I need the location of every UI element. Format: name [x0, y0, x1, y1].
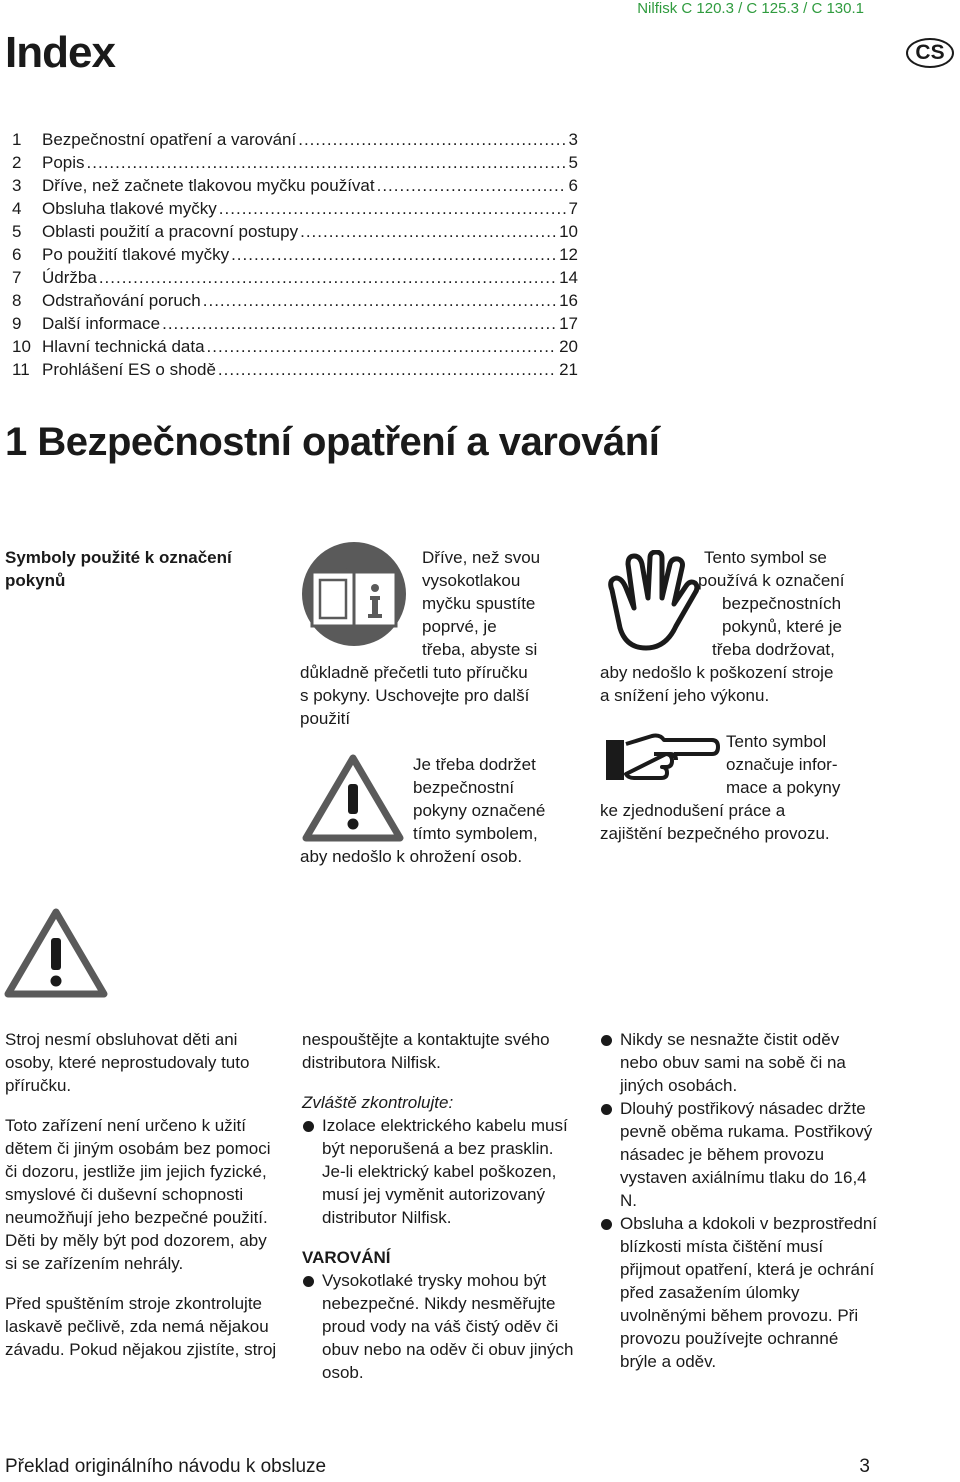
toc-leader: [218, 360, 557, 380]
toc-leader: [203, 291, 557, 311]
text-line: použití: [300, 709, 351, 728]
header-model: Nilfisk C 120.3 / C 125.3 / C 130.1: [637, 0, 864, 17]
toc-leader: [99, 268, 557, 288]
text-line: Tento symbol se: [704, 548, 827, 567]
toc-title: Hlavní technická data: [42, 337, 205, 356]
toc-row[interactable]: [12, 291, 578, 314]
toc-page: 7: [568, 199, 578, 218]
language-badge: [906, 38, 954, 68]
text-line: Tento symbol: [726, 732, 827, 751]
text-line: aby nedošlo k poškození stroje: [600, 663, 834, 682]
text-line: mace a pokyny: [726, 778, 841, 797]
toc-leader: [207, 337, 558, 357]
toc-number: 7: [12, 268, 22, 287]
toc-number: 1: [12, 130, 22, 149]
toc-number: 10: [12, 337, 31, 356]
list-item: [600, 1212, 878, 1373]
column-1: [5, 1028, 277, 1378]
text-line: vysokotlakou: [422, 571, 521, 590]
text-line: označuje infor-: [726, 755, 838, 774]
paragraph: Před spuštěním stroje zkontrolujte laskavě pečlivě, zda nemá nějakou závadu. Pokud nějakou zjistíte, stroj: [5, 1294, 277, 1359]
toc-number: 2: [12, 153, 22, 172]
toc-leader: [300, 222, 557, 242]
toc-row[interactable]: [12, 268, 578, 291]
paragraph: Toto zařízení není určeno k užití dětem či jiným osobám bez pomoci či dozoru, jestliže jim jejich fyzické, smyslové či duševní schopnosti neumožňují jeho bezpečné použití. Děti by měly být pod dozorem, aby si se zařízením nehrály.: [5, 1116, 271, 1273]
toc-title: Po použití tlakové myčky: [42, 245, 230, 264]
toc-leader: [219, 199, 567, 219]
warning-triangle-large-icon: [2, 906, 110, 1000]
toc-row[interactable]: [12, 153, 578, 176]
text-line: zajištění bezpečného provozu.: [600, 824, 830, 843]
text-line: třeba dodržovat,: [712, 640, 835, 659]
text-line: bezpečnostních: [722, 594, 842, 613]
toc-number: 4: [12, 199, 22, 218]
toc-leader: [231, 245, 557, 265]
bullet-text: Izolace elektrického kabelu musí být neporušená a bez prasklin. Je-li elektrický kabel poškozen, musí jej vyměnit autorizovaný distributor Nilfisk.: [322, 1116, 568, 1227]
toc-row[interactable]: [12, 176, 578, 199]
toc-row[interactable]: [12, 130, 578, 153]
paragraph: nespouštějte a kontaktujte svého distributora Nilfisk.: [302, 1030, 550, 1072]
text-line: s pokyny. Uschovejte pro další: [300, 686, 530, 705]
list-item: [600, 1028, 878, 1097]
warning-heading: VAROVÁNÍ: [302, 1248, 391, 1267]
toc-number: 6: [12, 245, 22, 264]
footer-page-number: 3: [859, 1456, 870, 1477]
toc-row[interactable]: [12, 360, 578, 383]
warning-symbol-text: [300, 753, 590, 868]
text-line: poprvé, je: [422, 617, 497, 636]
toc-leader: [377, 176, 567, 196]
page-title: Index: [5, 28, 115, 77]
toc-page: 3: [568, 130, 578, 149]
bullet-icon: [600, 1212, 620, 1373]
toc-row[interactable]: [12, 245, 578, 268]
toc-leader: [87, 153, 567, 173]
toc-title: Údržba: [42, 268, 97, 287]
toc-title: Prohlášení ES o shodě: [42, 360, 216, 379]
toc-title: Dříve, než začnete tlakovou myčku používat: [42, 176, 375, 195]
toc-leader: [162, 314, 557, 334]
toc-title: Bezpečnostní opatření a varování: [42, 130, 297, 149]
list-item: [302, 1269, 578, 1384]
section-heading: 1 Bezpečnostní opatření a varování: [5, 420, 660, 464]
toc-row[interactable]: [12, 314, 578, 337]
text-line: a snížení jeho výkonu.: [600, 686, 770, 705]
list-item: [600, 1097, 878, 1212]
toc-page: 10: [559, 222, 578, 241]
bullet-text: Obsluha a kdokoli v bezprostřední blízkosti místa čištění musí přijmout opatření, která je ochrání před zasažením úlomky uvolněnými během provozu. Při provozu používejte ochranné brýle a oděv.: [620, 1214, 878, 1371]
toc-leader: [298, 130, 566, 150]
list-item: [302, 1114, 578, 1229]
bullet-icon: [600, 1097, 620, 1212]
bullet-icon: [302, 1269, 322, 1384]
text-line: bezpečnostní: [413, 778, 515, 797]
hand-symbol-text: [600, 546, 920, 707]
toc-row[interactable]: [12, 199, 578, 222]
toc-row[interactable]: [12, 337, 578, 360]
text-line: myčku spustíte: [422, 594, 536, 613]
bullet-text: Nikdy se nesnažte čistit oděv nebo obuv sami na sobě či na jiných osobách.: [620, 1030, 846, 1095]
text-line: důkladně přečetli tuto příručku: [300, 663, 528, 682]
toc-title: Oblasti použití a pracovní postupy: [42, 222, 299, 241]
toc-number: 5: [12, 222, 22, 241]
toc-number: 8: [12, 291, 22, 310]
toc-page: 20: [559, 337, 578, 356]
text-line: aby nedošlo k ohrožení osob.: [300, 847, 523, 866]
text-line: ke zjednodušení práce a: [600, 801, 786, 820]
bullet-icon: [302, 1114, 322, 1229]
toc-title: Další informace: [42, 314, 161, 333]
paragraph: Stroj nesmí obsluhovat děti ani osoby, které neprostudovaly tuto příručku.: [5, 1030, 250, 1095]
symbols-heading: Symboly použité k označení pokynů: [5, 548, 232, 590]
toc-number: 3: [12, 176, 22, 195]
pointer-symbol-text: [600, 730, 920, 845]
toc-number: 11: [12, 360, 30, 379]
toc-page: 5: [568, 153, 578, 172]
manual-symbol-text: [300, 546, 590, 730]
text-line: Je třeba dodržet: [413, 755, 536, 774]
text-line: používá k označení: [698, 571, 845, 590]
footer-text: Překlad originálního návodu k obsluze: [5, 1456, 327, 1477]
column-2: [302, 1028, 578, 1384]
text-line: třeba, abyste si: [422, 640, 538, 659]
toc-page: 17: [559, 314, 578, 333]
toc-page: 6: [568, 176, 578, 195]
toc-row[interactable]: [12, 222, 578, 245]
toc-number: 9: [12, 314, 22, 333]
toc-title: Popis: [42, 153, 85, 172]
toc-title: Odstraňování poruch: [42, 291, 201, 310]
language-code: CS: [915, 41, 945, 64]
toc-page: 14: [559, 268, 578, 287]
text-line: pokynů, které je: [722, 617, 843, 636]
text-line: Dříve, než svou: [422, 548, 541, 567]
bullet-icon: [600, 1028, 620, 1097]
bullet-text: Vysokotlaké trysky mohou být nebezpečné. Nikdy nesměřujte proud vody na váš čistý oděv či obuv nebo na oděv či obuv jiných osob.: [322, 1271, 574, 1382]
table-of-contents: [12, 130, 578, 383]
column-3: [600, 1028, 878, 1373]
toc-page: 12: [559, 245, 578, 264]
text-line: pokyny označené: [413, 801, 546, 820]
toc-title: Obsluha tlakové myčky: [42, 199, 217, 218]
toc-page: 16: [559, 291, 578, 310]
text-line: tímto symbolem,: [413, 824, 538, 843]
bullet-text: Dlouhý postřikový násadec držte pevně oběma rukama. Postřikový násadec je během provozu vystaven axiálnímu tlaku do 16,4 N.: [620, 1099, 873, 1210]
toc-page: 21: [559, 360, 578, 379]
check-heading: Zvláště zkontrolujte:: [302, 1093, 454, 1112]
